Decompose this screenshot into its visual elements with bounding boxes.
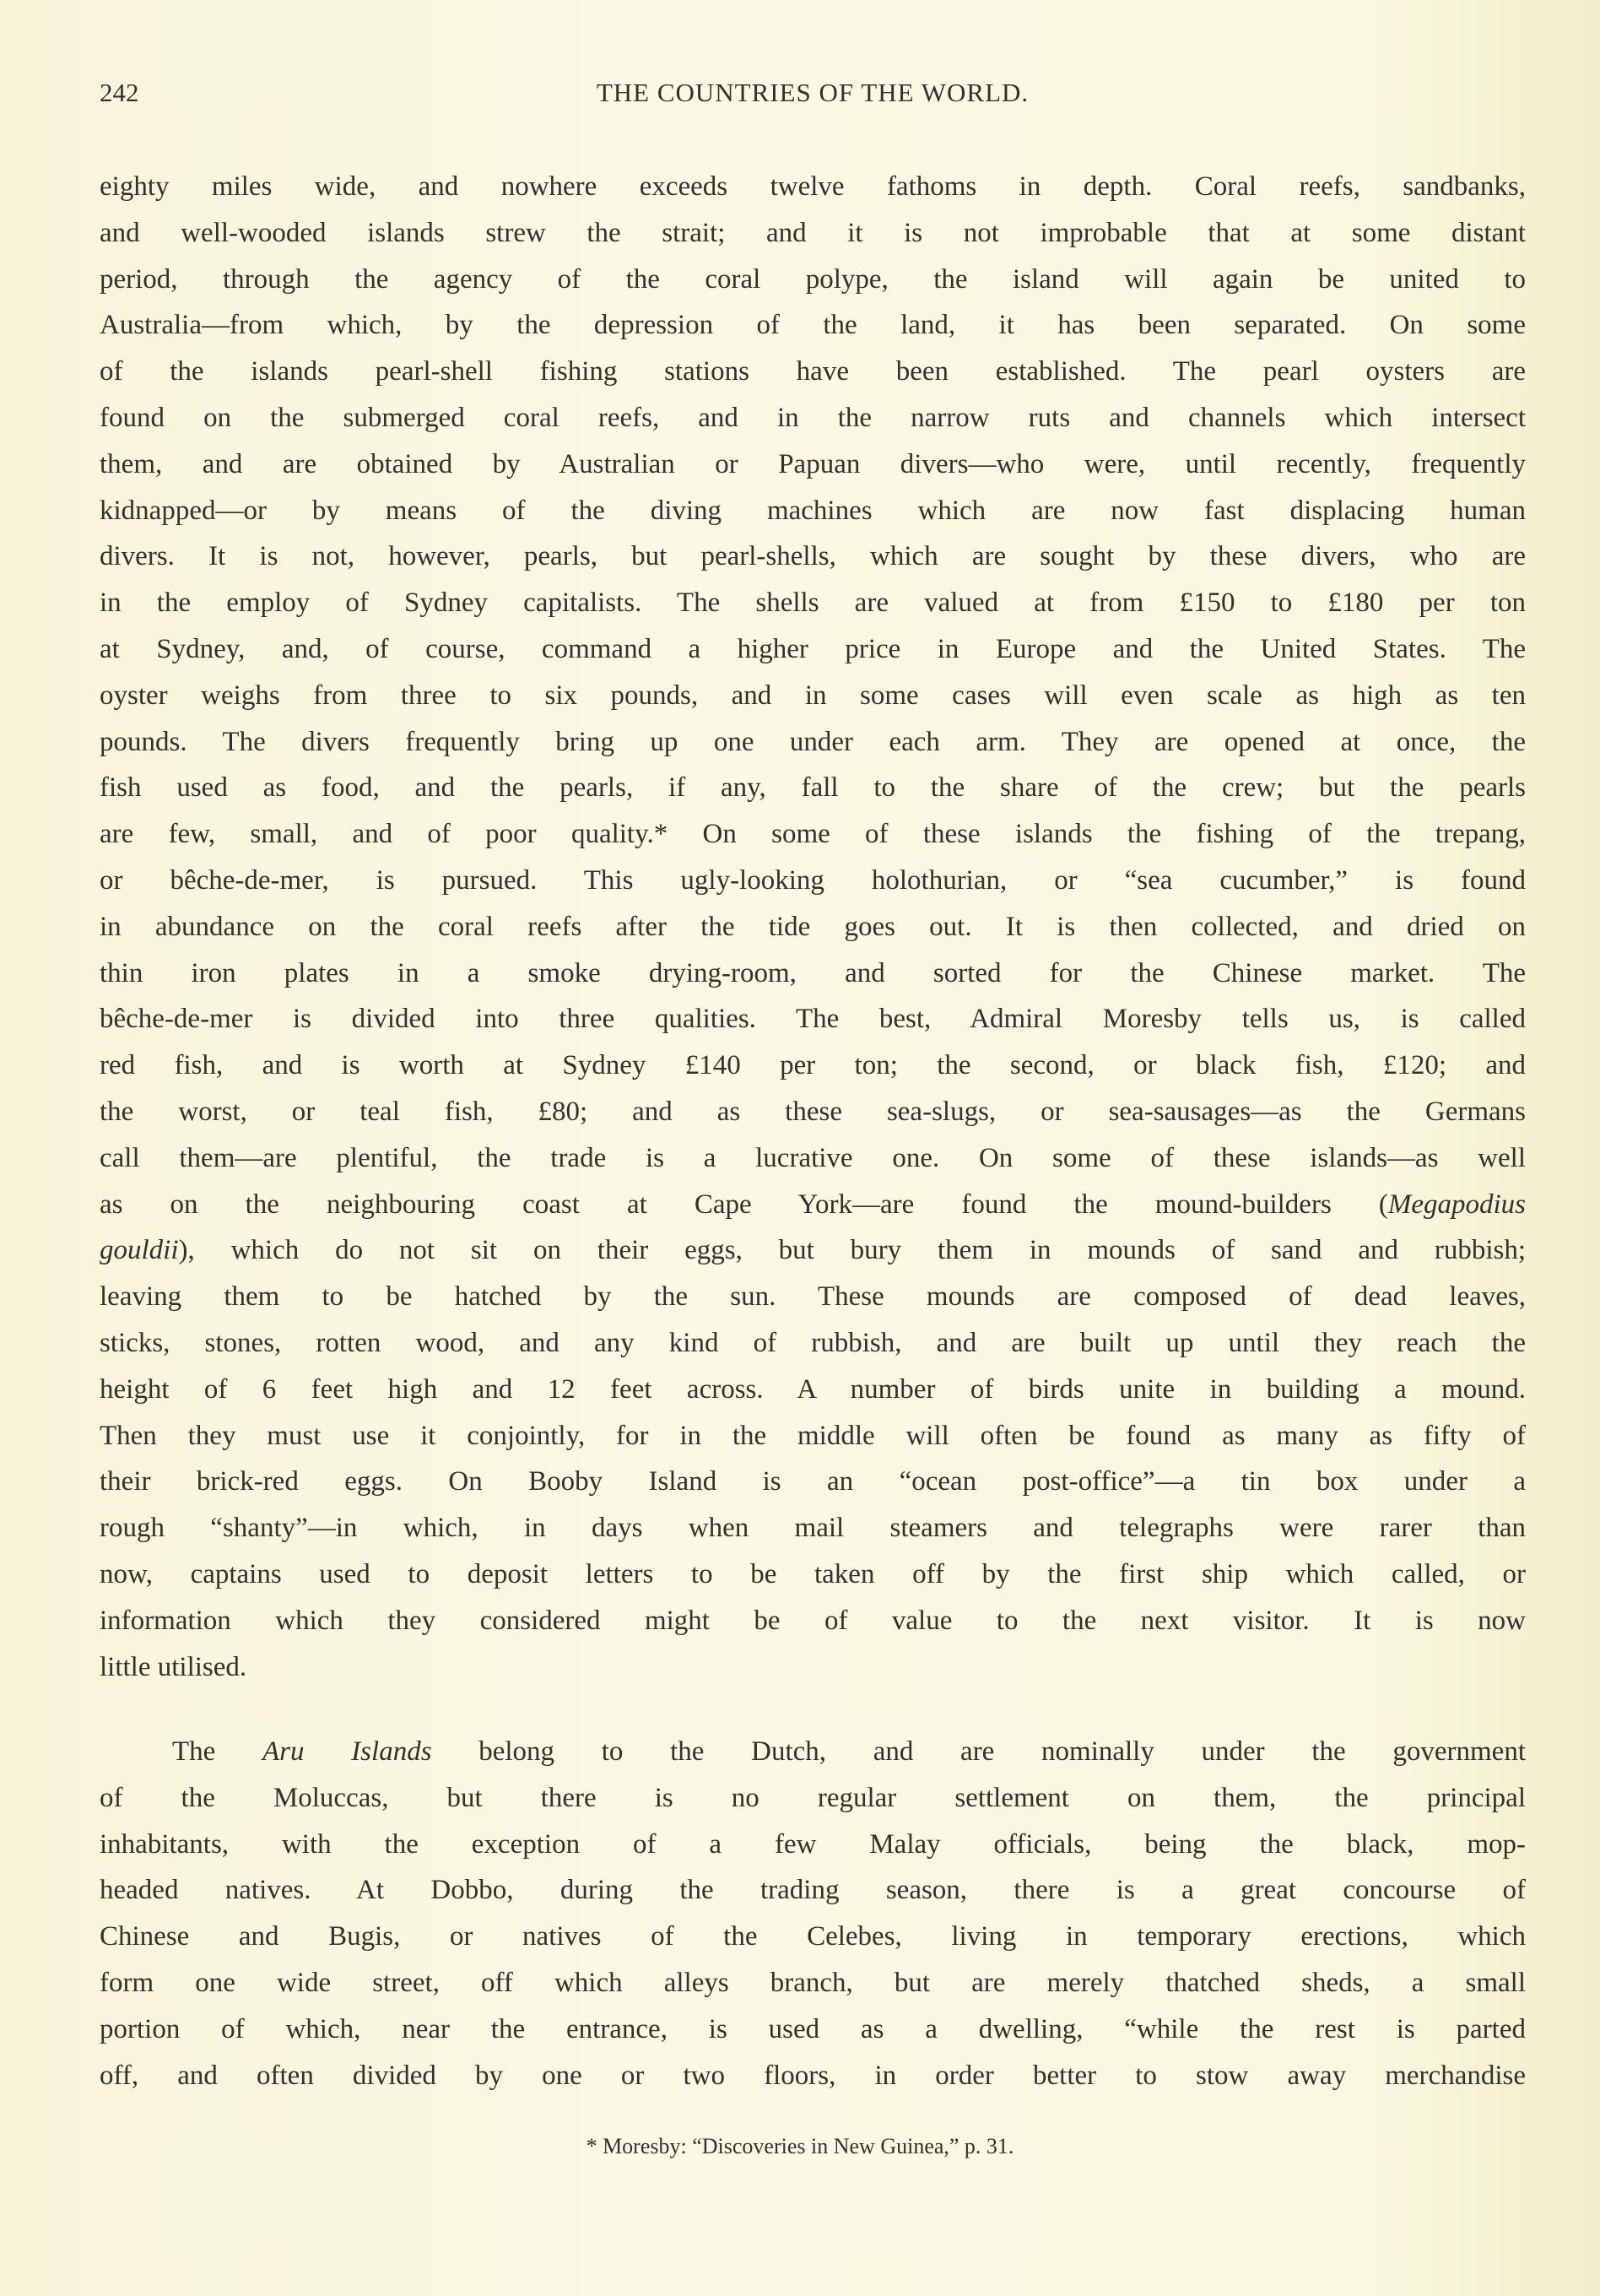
text-line: them, and are obtained by Australian or Papuan divers—who were, until recently, frequently [100, 448, 1526, 479]
text-line: thin iron plates in a smoke drying-room, and sorted for the Chinese market. The [100, 957, 1526, 988]
text-line: of the islands pearl-shell fishing stations have been established. The pearl oysters are [100, 356, 1526, 387]
text-line: height of 6 feet high and 12 feet across. A number of birds unite in building a mound. [100, 1373, 1526, 1405]
text-line: and well-wooded islands strew the strait; and it is not improbable that at some distant [100, 217, 1526, 248]
text-line: period, through the agency of the coral polype, the island will again be united to [100, 263, 1526, 295]
text-segment: as on the neighbouring coast at Cape York—are found the mound-builders ( [100, 1189, 1388, 1220]
text-line: pounds. The divers frequently bring up one under each arm. They are opened at once, the [100, 726, 1526, 757]
text-segment: belong to the Dutch, and are nominally under the government [431, 1736, 1526, 1767]
italic-text: Megapodius [1387, 1189, 1526, 1220]
text-line: sticks, stones, rotten wood, and any kind of rubbish, and are built up until they reach the [100, 1327, 1526, 1358]
text-line: now, captains used to deposit letters to be taken off by the first ship which called, or [100, 1558, 1526, 1589]
text-line: in the employ of Sydney capitalists. The shells are valued at from £150 to £180 per ton [100, 588, 1526, 619]
text-line: at Sydney, and, of course, command a higher price in Europe and the United States. The [100, 633, 1526, 664]
paragraph-2 [100, 1729, 1526, 2098]
text-line: portion of which, near the entrance, is used as a dwelling, “while the rest is parted [100, 2013, 1526, 2044]
text-line: found on the submerged coral reefs, and in the narrow ruts and channels which intersect [100, 402, 1526, 433]
text-line: red fish, and is worth at Sydney £140 per ton; the second, or black fish, £120; and [100, 1050, 1526, 1081]
text-line: form one wide street, off which alleys branch, but are merely thatched sheds, a small [100, 1967, 1526, 1998]
text-line: or bêche-de-mer, is pursued. This ugly-looking holothurian, or “sea cucumber,” is found [100, 864, 1526, 896]
text-line: in abundance on the coral reefs after the tide goes out. It is then collected, and dried on [100, 911, 1526, 942]
text-line: oyster weighs from three to six pounds, and in some cases will even scale as high as ten [100, 680, 1526, 711]
text-line [100, 1182, 1526, 1228]
page-header [100, 78, 1526, 120]
text-line: rough “shanty”—in which, in days when mail steamers and telegraphs were rarer than [100, 1513, 1526, 1544]
text-line: fish used as food, and the pearls, if any, fall to the share of the crew; but the pearls [100, 772, 1526, 804]
text-line: kidnapped—or by means of the diving machines which are now fast displacing human [100, 495, 1526, 526]
text-line: call them—are plentiful, the trade is a lucrative one. On some of these islands—as well [100, 1142, 1526, 1173]
text-segment: The [172, 1736, 262, 1767]
text-line: Australia—from which, by the depression of the land, it has been separated. On some [100, 310, 1526, 341]
text-line: bêche-de-mer is divided into three qualities. The best, Admiral Moresby tells us, is called [100, 1004, 1526, 1035]
text-line: the worst, or teal fish, £80; and as these sea-slugs, or sea-sausages—as the Germans [100, 1096, 1526, 1127]
text-line: little utilised. [100, 1651, 247, 1682]
text-line: Chinese and Bugis, or natives of the Celebes, living in temporary erections, which [100, 1921, 1526, 1952]
paragraph-1 [100, 164, 1526, 1690]
text-line: information which they considered might be of value to the next visitor. It is now [100, 1605, 1526, 1636]
italic-text: Aru Islands [262, 1736, 432, 1767]
text-line: off, and often divided by one or two floors, in order better to stow away merchandise [100, 2060, 1526, 2091]
page-number: 242 [100, 78, 139, 107]
text-line [100, 1729, 1526, 1775]
text-line: are few, small, and of poor quality.* On some of these islands the fishing of the trepang, [100, 819, 1526, 850]
text-line: inhabitants, with the exception of a few Malay officials, being the black, mop- [100, 1828, 1526, 1860]
text-line: of the Moluccas, but there is no regular settlement on them, the principal [100, 1782, 1526, 1813]
text-line: divers. It is not, however, pearls, but pearl-shells, which are sought by these divers, who are [100, 541, 1526, 572]
text-line: headed natives. At Dobbo, during the trading season, there is a great concourse of [100, 1875, 1526, 1906]
text-line [100, 1227, 1526, 1274]
text-line: Then they must use it conjointly, for in the middle will often be found as many as fifty of [100, 1420, 1526, 1451]
italic-text: gouldii [100, 1235, 179, 1266]
text-line: leaving them to be hatched by the sun. These mounds are composed of dead leaves, [100, 1281, 1526, 1313]
text-line: their brick-red eggs. On Booby Island is an “ocean post-office”—a tin box under a [100, 1466, 1526, 1497]
text-line: eighty miles wide, and nowhere exceeds twelve fathoms in depth. Coral reefs, sandbanks, [100, 171, 1526, 202]
running-title: THE COUNTRIES OF THE WORLD. [596, 78, 1030, 107]
footnote: * Moresby: “Discoveries in New Guinea,” p. 31. [586, 2134, 1014, 2158]
text-segment: ), which do not sit on their eggs, but bury them in mounds of sand and rubbish; [178, 1235, 1526, 1266]
